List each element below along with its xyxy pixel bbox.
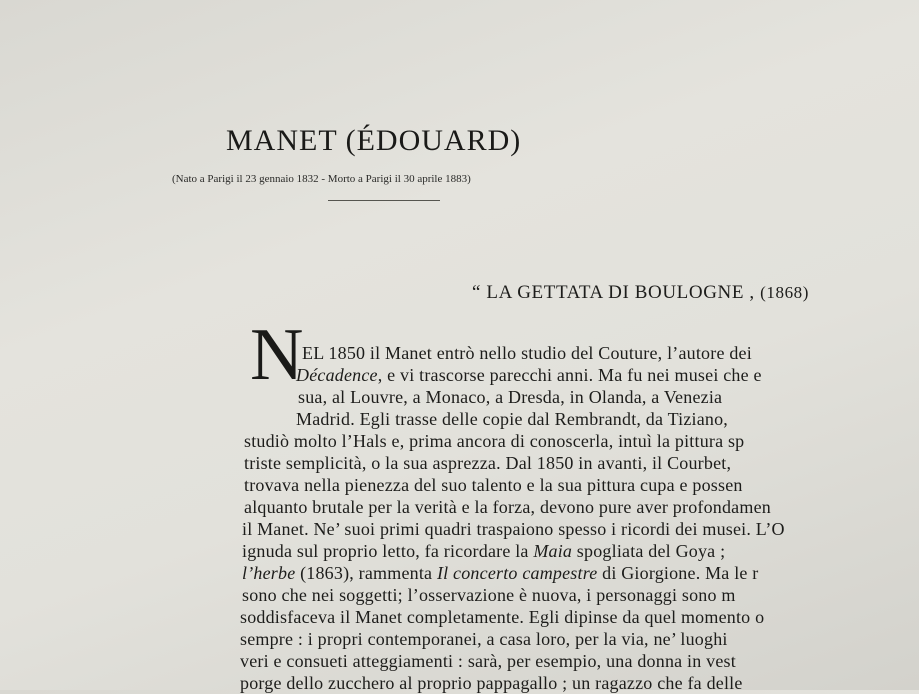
body-line: studiò molto l’Hals e, prima ancora di conoscerla, intuì la pittura sp: [244, 431, 745, 451]
section-year: (1868): [760, 283, 810, 302]
body-line: [296, 365, 762, 386]
body-text: ignuda sul proprio letto, fa ricordare la: [242, 541, 534, 561]
body-line: [242, 563, 758, 584]
body-text: di Giorgione. Ma le r: [597, 563, 759, 583]
body-line: Madrid. Egli trasse delle copie dal Rembrandt, da Tiziano,: [296, 409, 729, 429]
italic-text: Il concerto campestre: [436, 563, 598, 583]
body-line: sua, al Louvre, a Monaco, a Dresda, in Olanda, a Venezia: [298, 387, 723, 407]
body-line: soddisfaceva il Manet completamente. Egli dipinse da quel momento o: [240, 607, 765, 627]
page-subtitle: (Nato a Parigi il 23 gennaio 1832 - Morto a Parigi il 30 aprile 1883): [172, 173, 471, 185]
body-line: sono che nei soggetti; l’osservazione è nuova, i personaggi sono m: [242, 585, 736, 605]
body-line: veri e consueti atteggiamenti : sarà, per esempio, una donna in vest: [240, 651, 736, 671]
body-line: EL 1850 il Manet entrò nello studio del Couture, l’autore dei: [302, 343, 752, 363]
body-line: porge dello zucchero al proprio pappagallo ; un ragazzo che fa delle: [240, 673, 743, 693]
body-line: alquanto brutale per la verità e la forza, devono pure aver profondamen: [244, 497, 771, 517]
body-line: trovava nella pienezza del suo talento e la sua pittura cupa e possen: [244, 475, 743, 495]
body-text: , e vi trascorse parecchi anni. Ma fu nei musei che e: [377, 365, 762, 385]
drop-cap: N: [250, 314, 304, 396]
italic-text: l’herbe: [242, 563, 296, 583]
italic-text: Maia: [533, 541, 573, 561]
section-title: [472, 282, 809, 304]
section-title-text: “ LA GETTATA DI BOULOGNE ,: [472, 282, 755, 303]
body-line: sempre : i propri contemporanei, a casa loro, per la via, ne’ luoghi: [240, 629, 728, 649]
page-title: MANET (ÉDOUARD): [226, 124, 522, 157]
body-line: triste semplicità, o la sua asprezza. Dal 1850 in avanti, il Courbet,: [244, 453, 732, 473]
body-text: spogliata del Goya ;: [572, 541, 726, 561]
italic-text: Décadence: [296, 365, 378, 385]
divider: [328, 200, 440, 201]
body-line: il Manet. Ne’ suoi primi quadri traspaiono spesso i ricordi dei musei. L’O: [242, 519, 785, 539]
body-text: (1863), rammenta: [295, 563, 437, 583]
body-line: [242, 541, 725, 562]
